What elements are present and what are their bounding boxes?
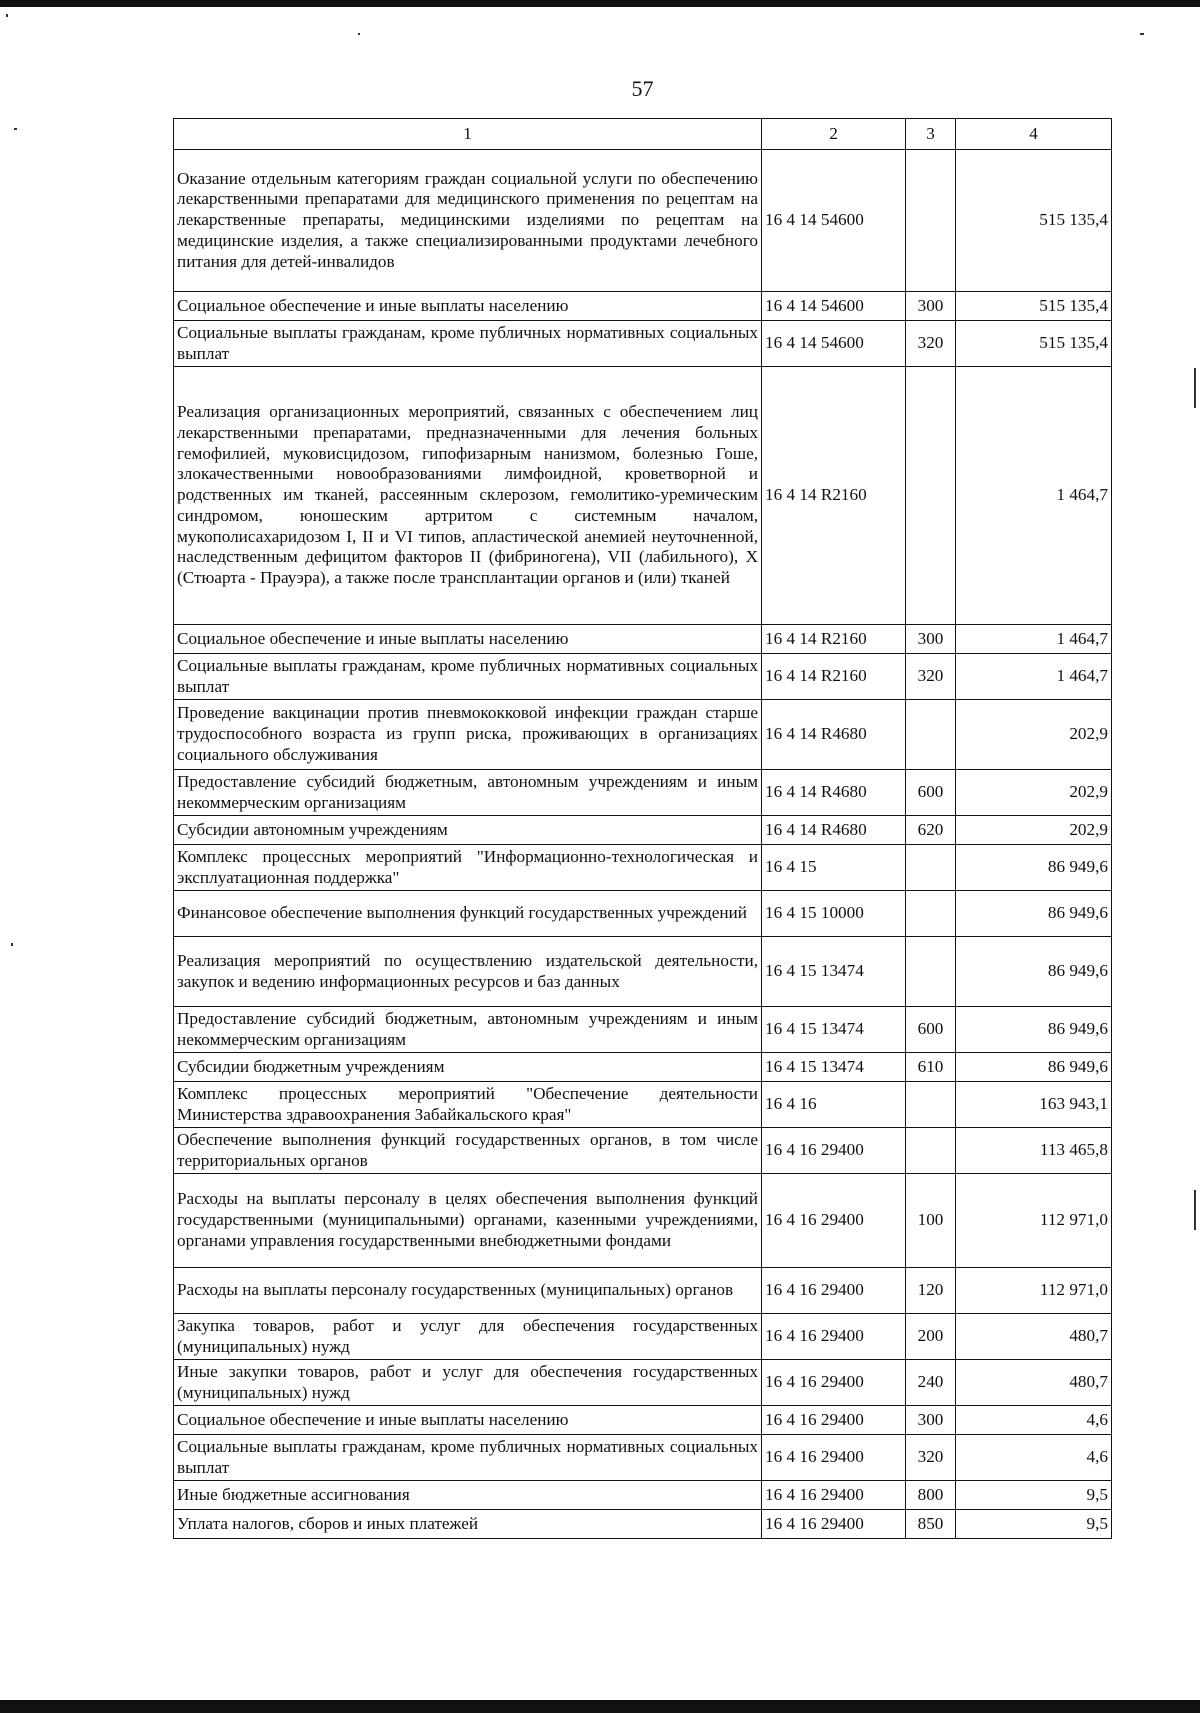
- row-code: 16 4 15 13474: [762, 1007, 906, 1053]
- row-amount: 163 943,1: [956, 1082, 1112, 1128]
- row-expense-type: [906, 150, 956, 292]
- row-expense-type: 240: [906, 1360, 956, 1406]
- scan-edge-line: [1194, 1190, 1196, 1230]
- row-expense-type: 100: [906, 1174, 956, 1268]
- row-amount: 515 135,4: [956, 321, 1112, 367]
- table-header-row: [174, 119, 1112, 150]
- table-row: [174, 770, 1112, 816]
- scan-border-top: [0, 0, 1200, 7]
- row-code: 16 4 16 29400: [762, 1268, 906, 1314]
- row-code: 16 4 15 13474: [762, 1053, 906, 1082]
- table-row: [174, 700, 1112, 770]
- table-row: [174, 367, 1112, 625]
- row-name: Обеспечение выполнения функций государственных органов, в том числе территориальных органов: [174, 1128, 762, 1174]
- row-code: 16 4 14 R4680: [762, 770, 906, 816]
- table-row: [174, 937, 1112, 1007]
- row-expense-type: 320: [906, 321, 956, 367]
- row-code: 16 4 14 54600: [762, 321, 906, 367]
- row-name: Комплекс процессных мероприятий "Обеспечение деятельности Министерства здравоохранения Забайкальского края": [174, 1082, 762, 1128]
- column-header: 1: [174, 119, 762, 150]
- row-name: Оказание отдельным категориям граждан социальной услуги по обеспечению лекарственными препаратами для медицинского применения по рецептам на лекарственные препараты, медицинскими изделиями по рецептам на медицинские изделия, а также специализированными продуктами лечебного питания для детей-инвалидов: [174, 150, 762, 292]
- row-name: Финансовое обеспечение выполнения функций государственных учреждений: [174, 891, 762, 937]
- row-amount: 113 465,8: [956, 1128, 1112, 1174]
- row-expense-type: 850: [906, 1510, 956, 1539]
- row-code: 16 4 14 R4680: [762, 700, 906, 770]
- scan-border-bottom: [0, 1700, 1200, 1713]
- row-name: Реализация мероприятий по осуществлению издательской деятельности, закупок и ведению информационных ресурсов и баз данных: [174, 937, 762, 1007]
- row-code: 16 4 15: [762, 845, 906, 891]
- table-row: [174, 1174, 1112, 1268]
- row-name: Субсидии бюджетным учреждениям: [174, 1053, 762, 1082]
- table-row: [174, 816, 1112, 845]
- row-name: Субсидии автономным учреждениям: [174, 816, 762, 845]
- row-code: 16 4 14 R2160: [762, 654, 906, 700]
- row-code: 16 4 16 29400: [762, 1435, 906, 1481]
- column-header: 3: [906, 119, 956, 150]
- row-code: 16 4 16 29400: [762, 1314, 906, 1360]
- row-code: 16 4 16 29400: [762, 1174, 906, 1268]
- row-amount: 1 464,7: [956, 625, 1112, 654]
- row-amount: 480,7: [956, 1314, 1112, 1360]
- table-row: [174, 654, 1112, 700]
- row-amount: 515 135,4: [956, 292, 1112, 321]
- row-expense-type: 610: [906, 1053, 956, 1082]
- row-code: 16 4 14 R2160: [762, 625, 906, 654]
- row-code: 16 4 14 54600: [762, 150, 906, 292]
- budget-table: [173, 118, 1112, 1539]
- row-amount: 86 949,6: [956, 937, 1112, 1007]
- row-expense-type: 200: [906, 1314, 956, 1360]
- row-code: 16 4 16 29400: [762, 1510, 906, 1539]
- table-row: [174, 1007, 1112, 1053]
- row-name: Социальные выплаты гражданам, кроме публичных нормативных социальных выплат: [174, 654, 762, 700]
- table-row: [174, 292, 1112, 321]
- row-expense-type: 320: [906, 1435, 956, 1481]
- row-name: Уплата налогов, сборов и иных платежей: [174, 1510, 762, 1539]
- row-amount: 1 464,7: [956, 367, 1112, 625]
- scan-edge-line: [1194, 368, 1196, 408]
- row-amount: 9,5: [956, 1510, 1112, 1539]
- row-amount: 480,7: [956, 1360, 1112, 1406]
- row-name: Социальное обеспечение и иные выплаты населению: [174, 625, 762, 654]
- scan-speck: [14, 128, 17, 130]
- row-expense-type: 300: [906, 625, 956, 654]
- row-amount: 202,9: [956, 700, 1112, 770]
- row-name: Реализация организационных мероприятий, связанных с обеспечением лиц лекарственными препаратами, предназначенными для лечения больных гемофилией, муковисцидозом, гипофизарным нанизмом, болезнью Гоше, злокачественными новообразованиями лимфоидной, кроветворной и родственных им тканей, рассеянным склерозом, гемолитико-уремическим синдромом, юношеским артритом с системным началом, мукополисахаридозом I, II и VI типов, апластической анемией неуточненной, наследственным дефицитом факторов II (фибриногена), VII (лабильного), X (Стюарта - Прауэра), а также после трансплантации органов и (или) тканей: [174, 367, 762, 625]
- row-name: Предоставление субсидий бюджетным, автономным учреждениям и иным некоммерческим организациям: [174, 770, 762, 816]
- row-expense-type: 600: [906, 1007, 956, 1053]
- row-expense-type: 600: [906, 770, 956, 816]
- row-name: Комплекс процессных мероприятий "Информационно-технологическая и эксплуатационная поддержка": [174, 845, 762, 891]
- row-expense-type: [906, 700, 956, 770]
- row-code: 16 4 15 13474: [762, 937, 906, 1007]
- table-row: [174, 321, 1112, 367]
- row-name: Расходы на выплаты персоналу государственных (муниципальных) органов: [174, 1268, 762, 1314]
- row-name: Социальные выплаты гражданам, кроме публичных нормативных социальных выплат: [174, 1435, 762, 1481]
- row-amount: 86 949,6: [956, 891, 1112, 937]
- row-code: 16 4 15 10000: [762, 891, 906, 937]
- table-row: [174, 891, 1112, 937]
- row-name: Иные закупки товаров, работ и услуг для обеспечения государственных (муниципальных) нужд: [174, 1360, 762, 1406]
- row-expense-type: 300: [906, 292, 956, 321]
- row-name: Иные бюджетные ассигнования: [174, 1481, 762, 1510]
- column-header: 2: [762, 119, 906, 150]
- row-amount: 202,9: [956, 770, 1112, 816]
- row-amount: 86 949,6: [956, 1007, 1112, 1053]
- row-name: Проведение вакцинации против пневмококковой инфекции граждан старше трудоспособного возраста из групп риска, проживающих в организациях социального обслуживания: [174, 700, 762, 770]
- table-row: [174, 1406, 1112, 1435]
- row-expense-type: [906, 891, 956, 937]
- table-row: [174, 1435, 1112, 1481]
- row-expense-type: [906, 1128, 956, 1174]
- row-name: Расходы на выплаты персоналу в целях обеспечения выполнения функций государственными (муниципальными) органами, казенными учреждениями, органами управления государственными внебюджетными фондами: [174, 1174, 762, 1268]
- row-code: 16 4 16 29400: [762, 1406, 906, 1435]
- row-code: 16 4 16 29400: [762, 1128, 906, 1174]
- row-code: 16 4 16 29400: [762, 1360, 906, 1406]
- row-code: 16 4 14 R2160: [762, 367, 906, 625]
- table-row: [174, 1082, 1112, 1128]
- table-row: [174, 1128, 1112, 1174]
- row-amount: 112 971,0: [956, 1268, 1112, 1314]
- row-code: 16 4 14 R4680: [762, 816, 906, 845]
- page-number: 57: [631, 76, 654, 101]
- row-expense-type: 120: [906, 1268, 956, 1314]
- scan-speck: [6, 14, 8, 17]
- row-amount: 9,5: [956, 1481, 1112, 1510]
- scan-speck: [11, 943, 13, 946]
- row-code: 16 4 14 54600: [762, 292, 906, 321]
- row-name: Закупка товаров, работ и услуг для обеспечения государственных (муниципальных) нужд: [174, 1314, 762, 1360]
- row-expense-type: 800: [906, 1481, 956, 1510]
- row-name: Социальные выплаты гражданам, кроме публичных нормативных социальных выплат: [174, 321, 762, 367]
- row-name: Социальное обеспечение и иные выплаты населению: [174, 1406, 762, 1435]
- table-row: [174, 1510, 1112, 1539]
- row-expense-type: [906, 367, 956, 625]
- row-code: 16 4 16: [762, 1082, 906, 1128]
- table-row: [174, 150, 1112, 292]
- row-amount: 112 971,0: [956, 1174, 1112, 1268]
- row-code: 16 4 16 29400: [762, 1481, 906, 1510]
- table-row: [174, 1053, 1112, 1082]
- row-expense-type: 300: [906, 1406, 956, 1435]
- scan-speck: [1140, 33, 1144, 35]
- row-name: Социальное обеспечение и иные выплаты населению: [174, 292, 762, 321]
- row-expense-type: [906, 1082, 956, 1128]
- column-header: 4: [956, 119, 1112, 150]
- table-row: [174, 1314, 1112, 1360]
- row-expense-type: [906, 845, 956, 891]
- table-body: [174, 150, 1112, 1539]
- row-amount: 202,9: [956, 816, 1112, 845]
- table-row: [174, 625, 1112, 654]
- table-row: [174, 1360, 1112, 1406]
- row-amount: 4,6: [956, 1406, 1112, 1435]
- row-expense-type: 320: [906, 654, 956, 700]
- table-row: [174, 845, 1112, 891]
- table-row: [174, 1481, 1112, 1510]
- row-name: Предоставление субсидий бюджетным, автономным учреждениям и иным некоммерческим организациям: [174, 1007, 762, 1053]
- row-amount: 1 464,7: [956, 654, 1112, 700]
- row-amount: 86 949,6: [956, 1053, 1112, 1082]
- row-amount: 4,6: [956, 1435, 1112, 1481]
- scan-speck: [358, 33, 360, 35]
- row-expense-type: [906, 937, 956, 1007]
- row-expense-type: 620: [906, 816, 956, 845]
- row-amount: 86 949,6: [956, 845, 1112, 891]
- table-row: [174, 1268, 1112, 1314]
- row-amount: 515 135,4: [956, 150, 1112, 292]
